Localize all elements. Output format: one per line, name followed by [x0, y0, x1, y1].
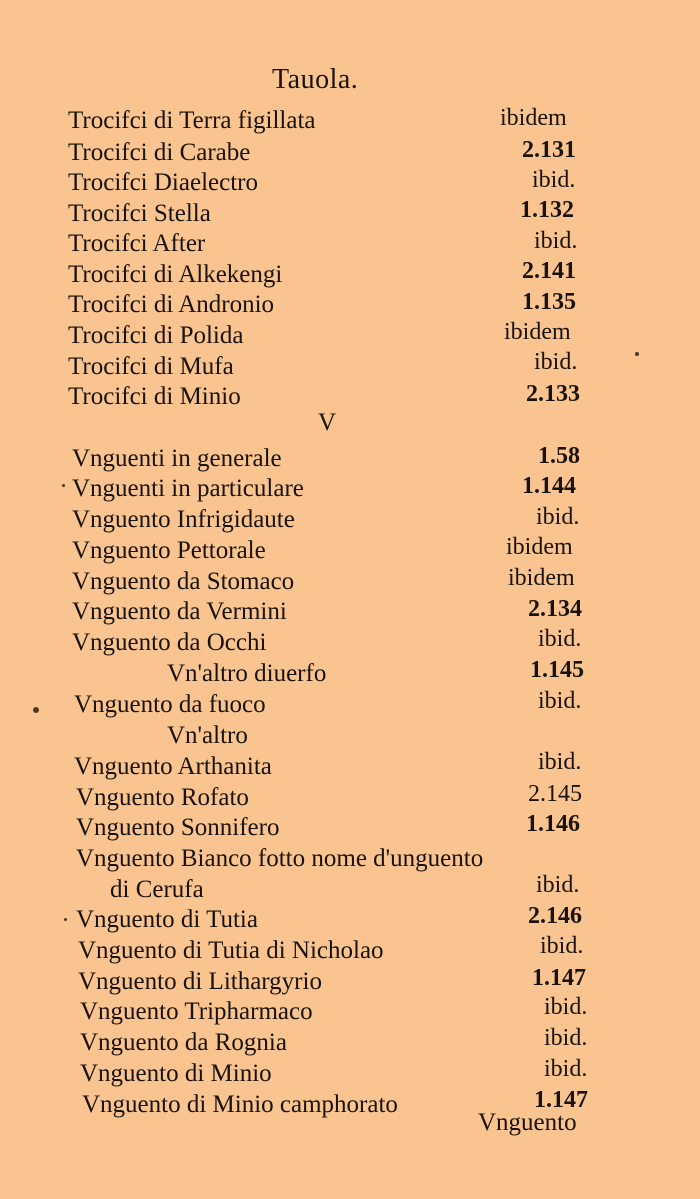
index-entry: Trocifci After [68, 230, 206, 257]
index-ref: ibidem [504, 319, 571, 345]
index-ref: 2.141 [522, 258, 576, 284]
index-entry: Trocifci Stella [68, 200, 211, 227]
ink-speck [635, 352, 639, 356]
index-ref: ibid. [536, 504, 580, 530]
running-title: Tauola. [272, 64, 359, 95]
index-ref: 1.144 [522, 473, 576, 499]
index-entry: Vnguenti in generale [72, 445, 282, 472]
index-entry: Trocifci di Terra figillata [68, 107, 316, 134]
index-ref: ibidem [508, 565, 575, 591]
index-entry: Trocifci di Polida [68, 322, 244, 349]
index-ref: ibid. [544, 1025, 588, 1051]
index-ref: 1.147 [532, 965, 586, 991]
index-entry: Vnguento di Tutia di Nicholao [78, 937, 384, 964]
index-entry: Vnguento di Lithargyrio [78, 968, 322, 995]
index-entry: Vnguento Arthanita [74, 753, 272, 780]
index-ref: ibid. [538, 688, 582, 714]
index-entry: Vnguento da Vermini [72, 598, 287, 625]
ink-speck [64, 918, 67, 921]
index-entry: Vnguento da Rognia [80, 1029, 287, 1056]
index-ref: ibid. [532, 167, 576, 193]
index-ref: ibid. [536, 872, 580, 898]
index-ref: ibid. [534, 228, 578, 254]
index-entry: Vnguenti in particulare [72, 475, 304, 502]
index-ref: 2.146 [528, 903, 582, 929]
index-entry: Vnguento Pettorale [72, 537, 266, 564]
index-entry: Vnguento Tripharmaco [80, 998, 313, 1025]
index-entry: Trocifci di Alkekengi [68, 261, 283, 288]
index-ref: 2.133 [526, 381, 580, 407]
index-ref: ibid. [544, 994, 588, 1020]
index-entry: Trocifci Diaelectro [68, 169, 258, 196]
index-ref: 2.131 [522, 137, 576, 163]
index-ref: 1.132 [520, 197, 574, 223]
index-ref: ibid. [538, 626, 582, 652]
index-entry: Vnguento Infrigidaute [72, 506, 295, 533]
index-entry: Vnguento di Tutia [76, 906, 258, 933]
index-ref: ibid. [534, 349, 578, 375]
index-ref: 1.145 [530, 657, 584, 683]
index-entry: Trocifci di Minio [68, 383, 241, 410]
index-ref: ibid. [540, 933, 584, 959]
index-ref: 1.147 [534, 1087, 588, 1113]
index-entry-continuation: di Cerufa [110, 876, 204, 903]
index-subentry: Vn'altro diuerfo [167, 660, 327, 687]
catchword: Vnguento [478, 1109, 577, 1136]
ink-speck [33, 707, 39, 713]
index-ref: 2.134 [528, 596, 582, 622]
index-ref: ibid. [544, 1056, 588, 1082]
section-letter: V [318, 409, 337, 436]
index-entry: Trocifci di Mufa [68, 353, 234, 380]
index-entry: Vnguento Rofato [76, 784, 249, 811]
index-entry: Vnguento da fuoco [74, 691, 266, 718]
index-ref: 1.58 [538, 443, 580, 469]
index-entry: Vnguento da Stomaco [72, 568, 295, 595]
index-ref: 1.135 [522, 289, 576, 315]
index-entry: Trocifci di Carabe [68, 139, 251, 166]
index-entry: Vnguento Bianco fotto nome d'unguento [76, 845, 484, 872]
index-ref: 2.145 [528, 781, 582, 807]
ink-speck [62, 484, 65, 487]
index-subentry: Vn'altro [167, 722, 248, 749]
index-entry: Vnguento Sonnifero [76, 814, 280, 841]
index-entry: Trocifci di Andronio [68, 291, 275, 318]
index-ref: 1.146 [526, 811, 580, 837]
index-entry: Vnguento di Minio camphorato [82, 1091, 398, 1118]
index-ref: ibidem [500, 105, 567, 131]
index-entry: Vnguento da Occhi [72, 629, 267, 656]
index-ref: ibid. [538, 749, 582, 775]
index-entry: Vnguento di Minio [80, 1060, 272, 1087]
index-ref: ibidem [506, 534, 573, 560]
